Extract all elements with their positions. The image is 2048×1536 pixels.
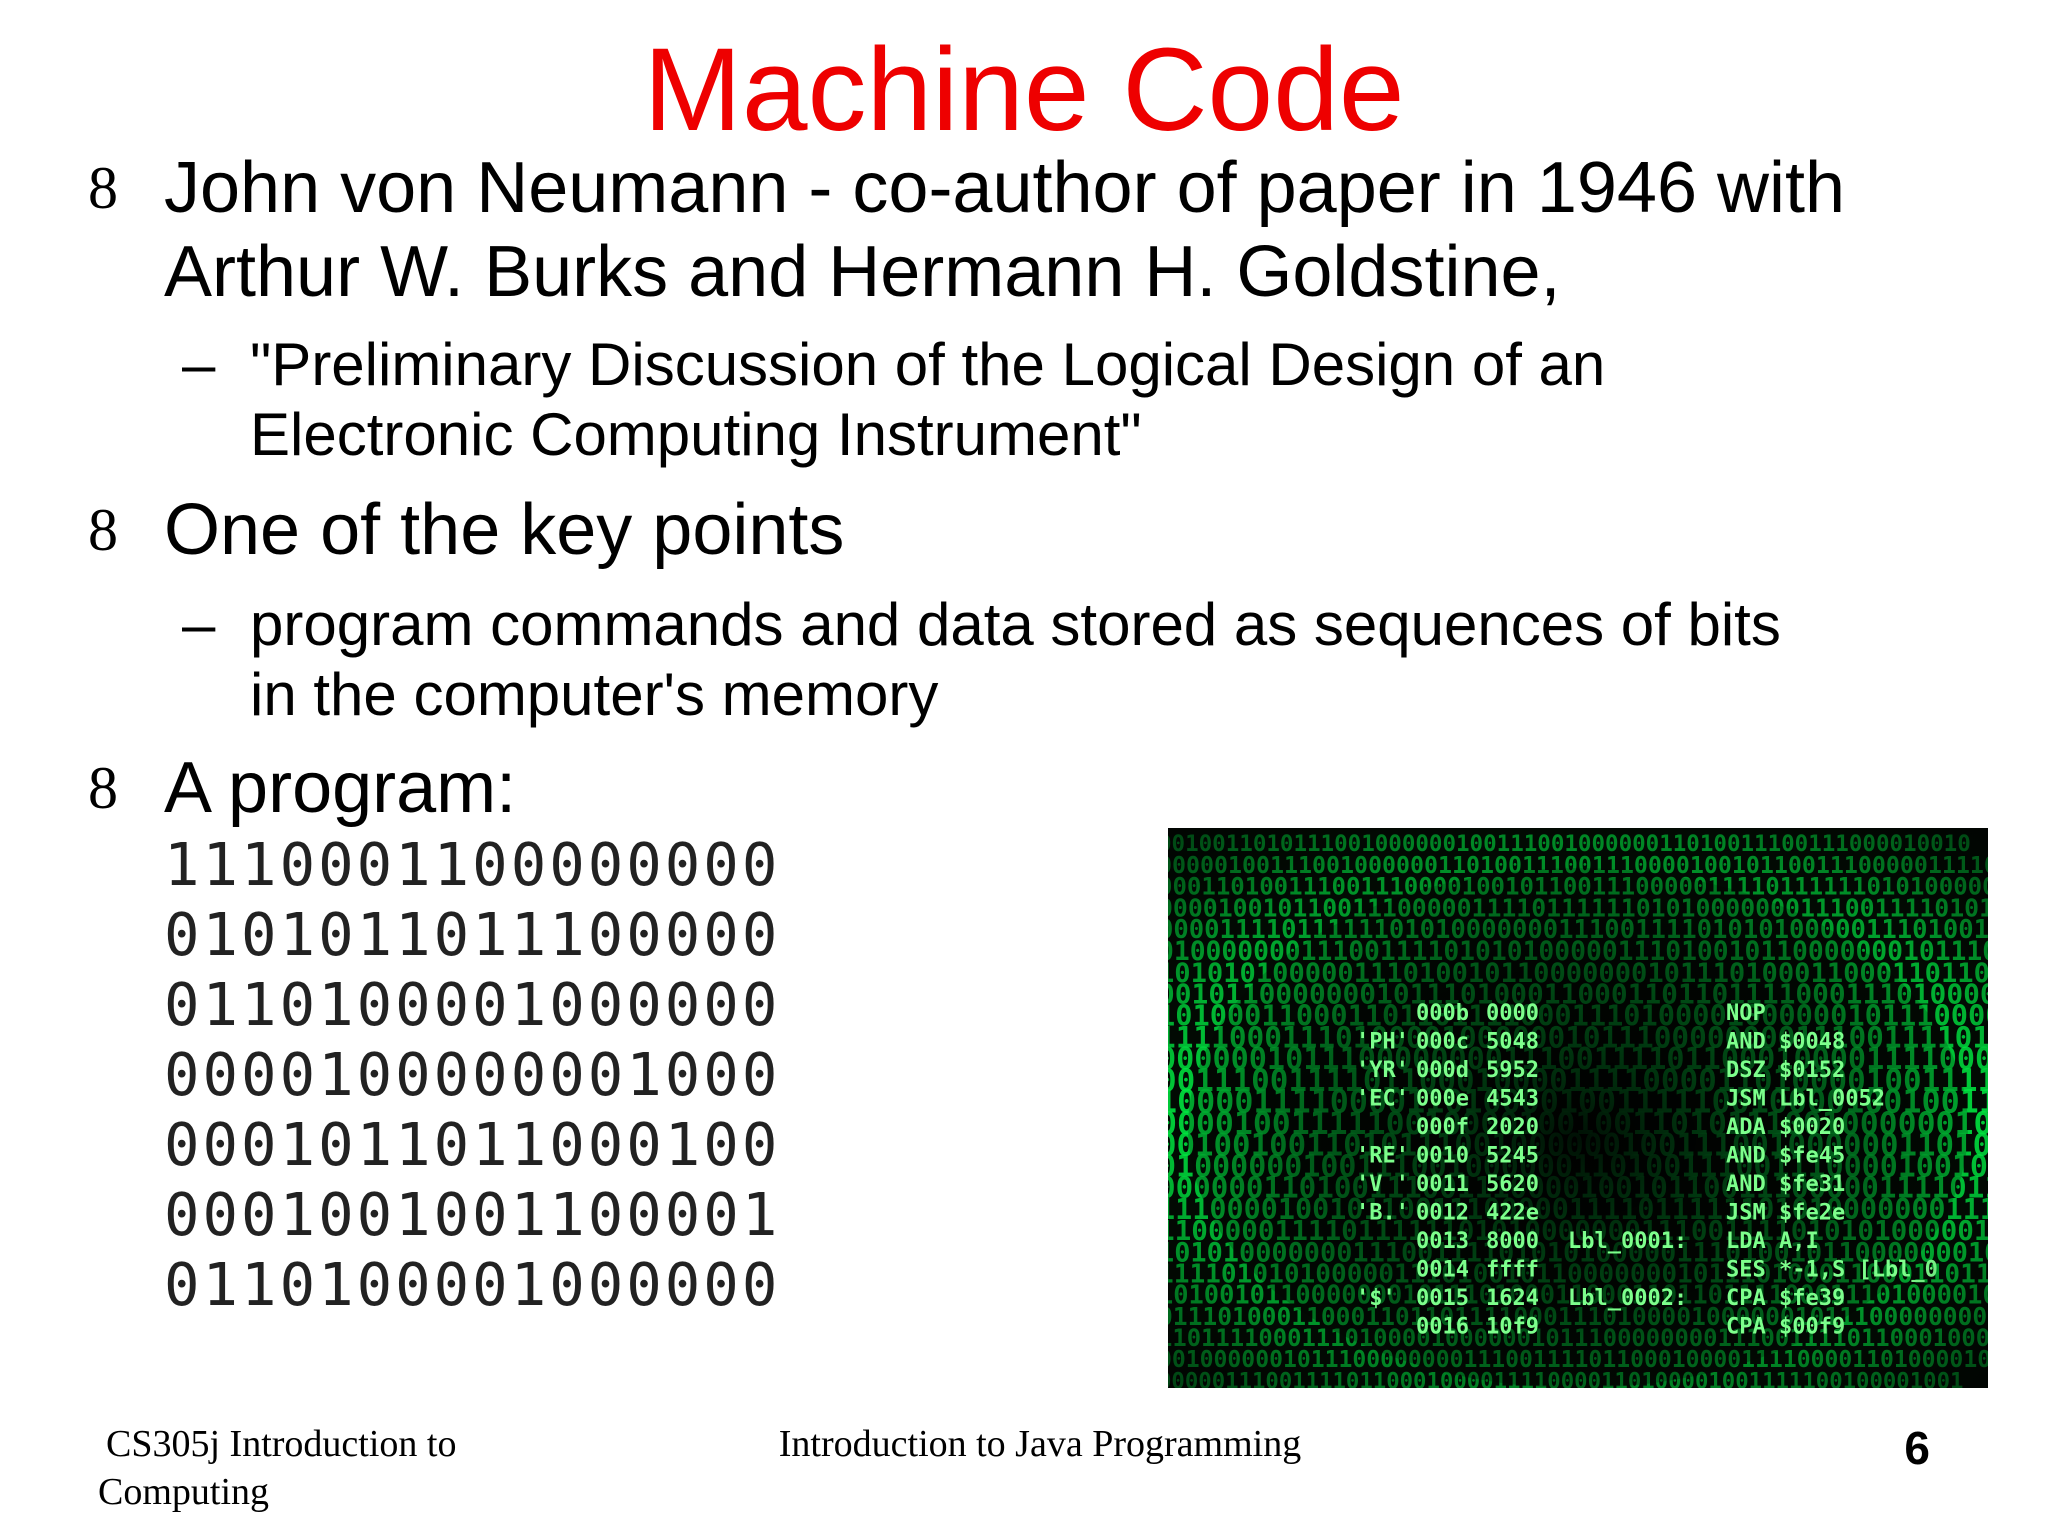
footer-course-line: CS305j Introduction to bbox=[106, 1423, 457, 1465]
bullet-marker: 8 bbox=[88, 497, 118, 563]
binary-program-line: 0110100001000000 bbox=[164, 1250, 781, 1319]
binary-program-line: 1110001100000000 bbox=[164, 830, 781, 899]
bullet-marker: 8 bbox=[88, 155, 118, 221]
bullet-line: John von Neumann - co-author of paper in 1946 with bbox=[164, 148, 1846, 228]
sub-bullet-line: Electronic Computing Instrument" bbox=[250, 401, 1142, 468]
binary-program-line: 0000100000001000 bbox=[164, 1040, 781, 1109]
machine-code-sphere-image bbox=[1168, 828, 1988, 1388]
binary-program-line: 0101011011100000 bbox=[164, 900, 781, 969]
slide-title: Machine Code bbox=[643, 24, 1405, 156]
binary-program-line: 0001011011000100 bbox=[164, 1110, 781, 1179]
bullet-marker: 8 bbox=[88, 755, 118, 821]
sub-bullet-text bbox=[250, 590, 1781, 730]
bullet-line: Arthur W. Burks and Hermann H. Goldstine, bbox=[164, 232, 1561, 312]
bullet-text bbox=[164, 746, 2024, 830]
footer-title: Introduction to Java Programming bbox=[778, 1423, 1302, 1465]
bullet-text bbox=[164, 488, 2024, 572]
sub-bullet-line: in the computer's memory bbox=[250, 661, 939, 728]
binary-program-listing bbox=[164, 830, 780, 1320]
bullet-text bbox=[164, 146, 2024, 314]
binary-program-line: 0001001001100001 bbox=[164, 1180, 781, 1249]
dash-marker: – bbox=[182, 591, 216, 658]
bullet-line: A program: bbox=[164, 748, 517, 828]
footer-course bbox=[98, 1420, 566, 1516]
sub-bullet-text bbox=[250, 330, 1605, 470]
sub-bullet-line: "Preliminary Discussion of the Logical Design of an bbox=[250, 331, 1606, 398]
bullet-line: One of the key points bbox=[164, 490, 845, 570]
sub-bullet-line: program commands and data stored as sequences of bits bbox=[250, 591, 1781, 658]
machine-code-sphere-graphic bbox=[1168, 828, 1988, 1388]
dash-marker: – bbox=[182, 331, 216, 398]
footer-course-line: Computing bbox=[98, 1471, 270, 1513]
binary-program-line: 0110100001000000 bbox=[164, 970, 781, 1039]
page-number: 6 bbox=[1904, 1422, 1930, 1474]
